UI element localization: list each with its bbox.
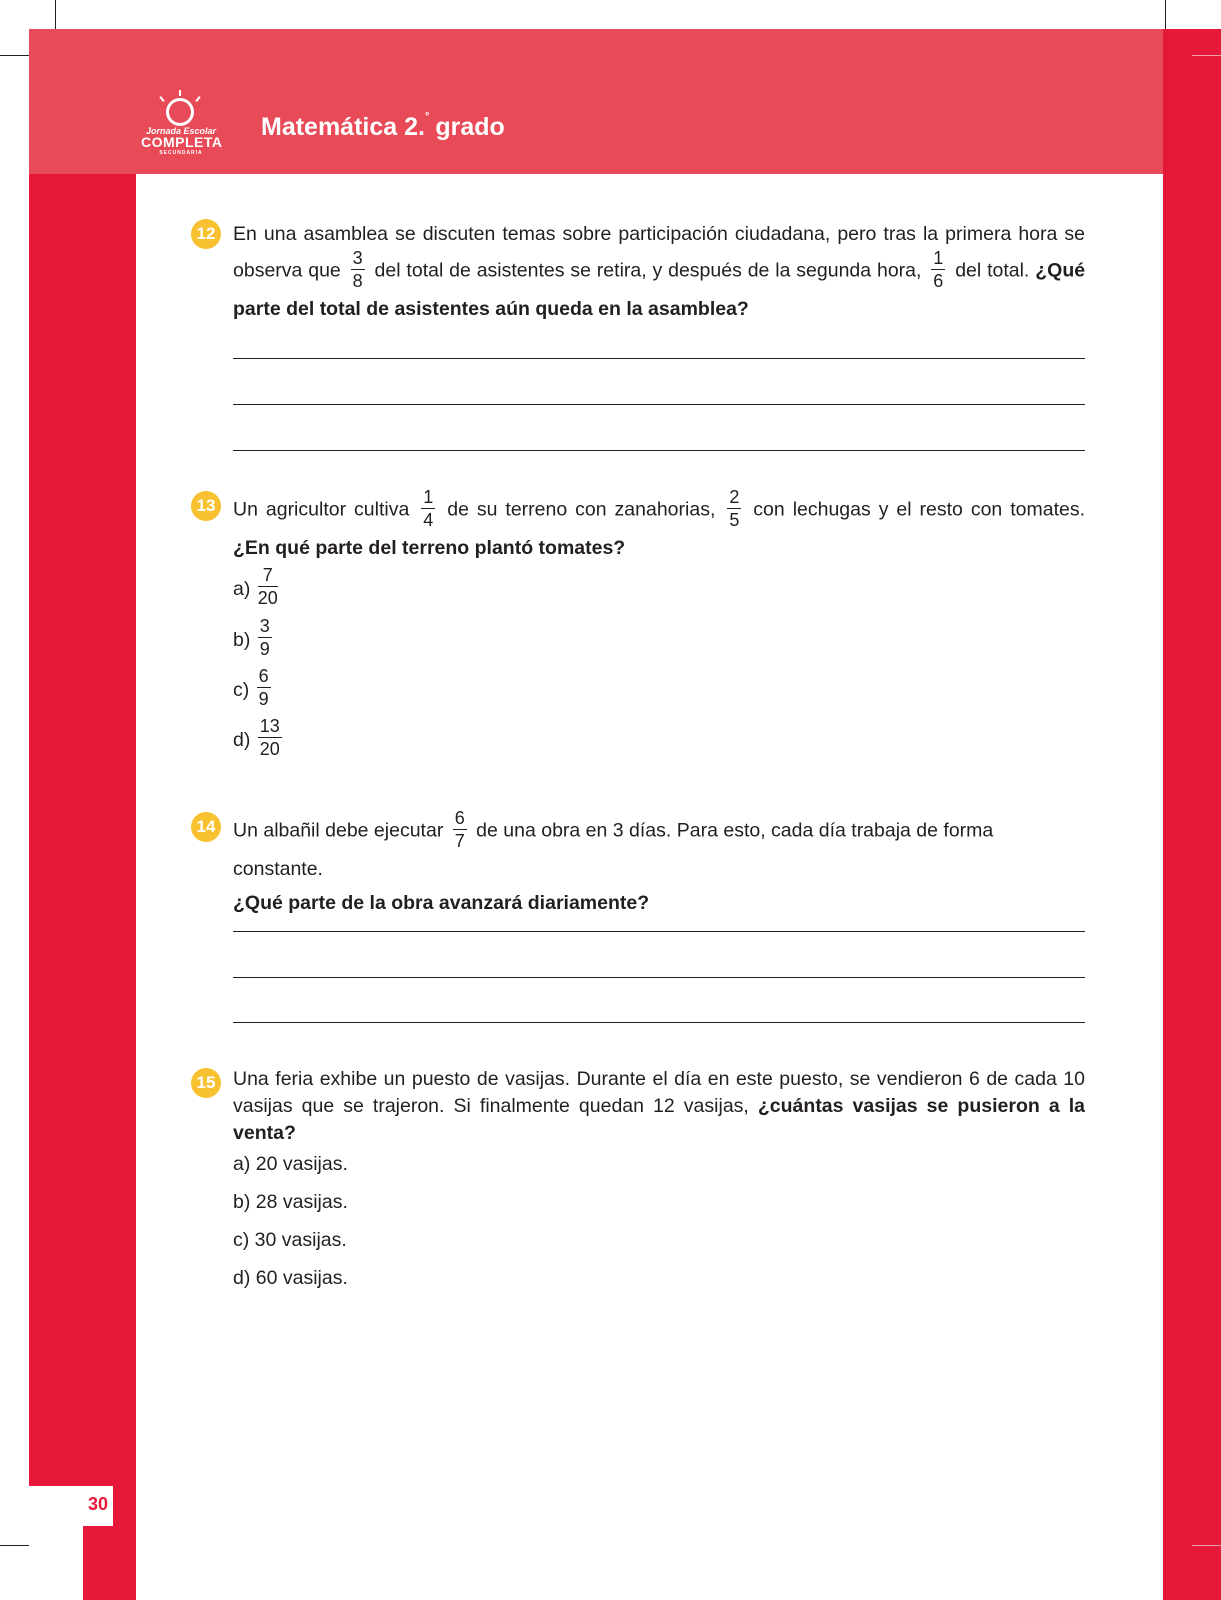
- fraction: [931, 249, 945, 290]
- option-b[interactable]: [233, 616, 276, 660]
- answer-line[interactable]: [233, 404, 1085, 405]
- fraction: [257, 667, 271, 708]
- logo-text-sub: SECUNDARIA: [159, 150, 203, 156]
- option-c[interactable]: c) 30 vasijas.: [233, 1229, 347, 1251]
- page-number: 30: [87, 1494, 109, 1514]
- denominator: 5: [729, 510, 740, 530]
- answer-line[interactable]: [233, 1022, 1085, 1023]
- crop-mark: [0, 55, 29, 56]
- crop-mark: [1192, 55, 1221, 56]
- option-b[interactable]: b) 28 vasijas.: [233, 1191, 348, 1213]
- crop-mark: [1165, 0, 1166, 29]
- question-15: [233, 1066, 1085, 1147]
- option-label: b): [233, 628, 251, 651]
- jornada-escolar-logo: [141, 96, 221, 156]
- q13-text-1: Un agricultor cultiva: [233, 498, 410, 521]
- logo-text-main: COMPLETA: [141, 134, 223, 150]
- question-number-badge: 12: [191, 219, 221, 249]
- fraction: [421, 488, 435, 529]
- numerator: 7: [258, 566, 278, 587]
- fraction: [453, 809, 467, 850]
- q12-text-2: del total de asistentes se retira, y después de la segunda hora,: [374, 259, 922, 282]
- denominator: 9: [258, 689, 269, 709]
- denominator: 20: [257, 588, 278, 608]
- question-number-badge: 14: [191, 812, 221, 842]
- question-12: [233, 217, 1085, 326]
- question-14: [233, 808, 1085, 920]
- page-title: [261, 113, 505, 142]
- option-c[interactable]: [233, 666, 275, 710]
- question-number-badge: 13: [191, 491, 221, 521]
- numerator: 3: [352, 248, 363, 268]
- denominator: 6: [933, 271, 944, 291]
- question-number-badge: 15: [191, 1068, 221, 1098]
- option-label: c): [233, 678, 250, 701]
- answer-line[interactable]: [233, 931, 1085, 932]
- answer-line[interactable]: [233, 450, 1085, 451]
- right-red-band: [1163, 29, 1221, 1600]
- title-tail: grado: [435, 113, 505, 141]
- numerator: 1: [423, 487, 434, 507]
- fraction: [727, 488, 741, 529]
- sun-ray: [179, 90, 181, 96]
- numerator: 13: [259, 716, 280, 736]
- fraction: [258, 717, 282, 758]
- option-label: a): [233, 577, 251, 600]
- title-main: Matemática 2.: [261, 113, 425, 141]
- numerator: 1: [933, 248, 944, 268]
- answer-line[interactable]: [233, 977, 1085, 978]
- option-label: d): [233, 728, 251, 751]
- sun-ray: [159, 96, 164, 102]
- title-ordinal: °: [424, 111, 430, 123]
- left-red-band: [29, 29, 136, 1600]
- q14-text-2: de una obra en 3 días. Para esto, cada día trabaja de forma constante.: [233, 819, 994, 880]
- sun-icon: [166, 98, 194, 126]
- denominator: 7: [454, 831, 465, 851]
- q12-text-3: del total.: [955, 259, 1030, 282]
- numerator: 2: [729, 487, 740, 507]
- q12-question: ¿Qué parte del total de asistentes aún queda en la asamblea?: [233, 259, 1086, 320]
- crop-mark: [55, 0, 56, 29]
- option-a[interactable]: a) 20 vasijas.: [233, 1153, 348, 1175]
- denominator: 20: [259, 739, 280, 759]
- q13-text-2: de su terreno con zanahorias,: [447, 498, 716, 521]
- denominator: 8: [352, 271, 363, 291]
- q13-question: ¿En qué parte del terreno plantó tomates?: [233, 537, 626, 559]
- fraction: [258, 566, 278, 607]
- numerator: 6: [258, 666, 269, 686]
- q12-text-1: En una asamblea se discuten temas sobre participación ciudadana, pero tras la primera hora se observa que: [233, 223, 1085, 282]
- q14-text-1: Un albañil debe ejecutar: [233, 819, 444, 842]
- q14-question: ¿Qué parte de la obra avanzará diariamente?: [233, 892, 650, 914]
- sun-ray: [195, 96, 200, 102]
- denominator: 9: [259, 639, 270, 659]
- denominator: 4: [423, 510, 434, 530]
- option-a[interactable]: [233, 565, 282, 609]
- q13-text-3: con lechugas y el resto con tomates.: [753, 498, 1085, 521]
- page-tab-white: [29, 1486, 83, 1600]
- fraction: [351, 249, 365, 290]
- crop-mark: [1192, 1545, 1221, 1546]
- crop-mark: [1165, 29, 1166, 1600]
- question-13: [233, 487, 1085, 565]
- answer-line[interactable]: [233, 358, 1085, 359]
- q15-text-1: Una feria exhibe un puesto de vasijas. Durante el día en este puesto, se vendieron 6 de cada 10 vasijas que se trajeron. Si finalmente quedan 12 vasijas,: [233, 1068, 1085, 1117]
- crop-mark: [0, 1545, 29, 1546]
- option-d[interactable]: d) 60 vasijas.: [233, 1267, 348, 1289]
- numerator: 3: [259, 616, 270, 636]
- numerator: 6: [454, 808, 465, 828]
- fraction: [258, 617, 272, 658]
- logo-text-top: Jornada Escolar: [145, 126, 217, 136]
- q15-question: ¿cuántas vasijas se pusieron a la venta?: [233, 1095, 1085, 1144]
- option-d[interactable]: [233, 716, 286, 760]
